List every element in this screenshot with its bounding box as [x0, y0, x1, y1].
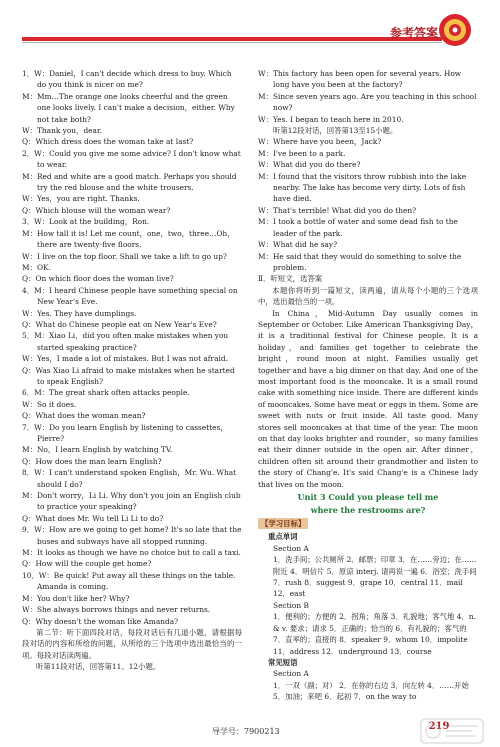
left-line: W：She always borrows things and never returns. [22, 605, 211, 615]
left-line: W：I live on the top floor. Shall we take a lift to go up? [22, 251, 227, 261]
learning-goal-box: 【学习目标】 [258, 518, 308, 529]
left-column [22, 68, 242, 673]
left-line: Q：How will the couple get home? [22, 559, 152, 569]
left-line: 9．W：How are we going to get home? It's so late that the buses and subways have all stopped running. [22, 525, 242, 546]
left-line: M：Red and white are a good match. Perhaps you should try the red blouse and the white trousers. [22, 171, 237, 193]
section-b-label: Section B [273, 600, 309, 610]
right-line: M：I've been to a park. [258, 148, 346, 158]
left-line: M：Mm…The orange one looks cheerful and the green one looks lively. I can't make a decision，either. Why not take both? [22, 91, 235, 124]
right-line: 听第12段对话，回答第13至15小题。 [273, 126, 398, 136]
left-line: 4．M：I heard Chinese people have something special on New Year's Eve. [22, 285, 238, 307]
left-line: 听第11段对话，回答第11、12小题。 [36, 662, 161, 672]
header-red-rule [22, 37, 442, 41]
right-column-dialogues [258, 68, 478, 490]
left-line: Q：What does Mr. Wu tell Li Li to do? [22, 513, 164, 523]
left-line: 3．W：Look at the building，Ron. [22, 217, 150, 227]
right-line: W：This factory has been open for several years. How long have you been at the factory? [258, 69, 462, 90]
left-line: W：Yes，you are right. Thanks. [22, 194, 140, 204]
right-column [258, 68, 478, 703]
right-line: W：What did you do there? [258, 160, 361, 170]
left-line: M：OK. [22, 262, 51, 272]
left-line: Q：How does the man learn English? [22, 456, 162, 466]
unit-title-line2: where the restrooms are? [310, 505, 426, 516]
right-line: W：Where have you been，Jack? [258, 137, 382, 147]
left-line: W：Yes. They have dumplings. [22, 308, 137, 318]
left-line: M：It looks as though we have no choice but to call a taxi. [22, 548, 241, 558]
right-line: M：I took a bottle of water and some dead fish to the leader of the park. [258, 217, 458, 238]
left-line: 7．W：Do you learn English by listening to cassettes，Pierre? [22, 422, 228, 443]
left-line: Q：On which floor does the woman live? [22, 274, 174, 284]
left-line: Q：Which blouse will the woman wear? [22, 205, 171, 215]
left-line: M：Don't worry，Li Li. Why don't you join an English club to practice your speaking? [22, 491, 241, 512]
vocab-b-list: 1．便利的；方便的 2．拐角；角落 3．礼貌地；客气地 4．n. & v. 要求；请求 5．正确的；恰当的 6．有礼貌的；客气的 7．直率的；直接的 8．speaker 9．whom 10．impolite 11．address 12．underground 13．course [273, 612, 476, 656]
left-line: Q：Was Xiao Li afraid to make mistakes when he started to speak English? [22, 365, 235, 386]
right-line: M：He said that they would do something to solve the problem. [258, 251, 462, 272]
left-line: 第二节：听下面四段对话，每段对话后有几道小题，请根据每段对话的内容和所给的问题，从所给的三个选项中选出最恰当的一项。每段对话读两遍。 [22, 627, 242, 660]
left-line: 6．M：The great shark often attacks people. [22, 388, 190, 398]
right-line: M：Since seven years ago. Are you teaching in this school now? [258, 91, 477, 113]
left-line: Q：What do Chinese people eat on New Year's Eve? [22, 319, 217, 329]
unit-title-line1: Unit 3 Could you please tell me [297, 492, 439, 503]
header-rule [22, 37, 442, 45]
watermark-logo-icon [420, 718, 484, 744]
left-line: Q：Which dress does the woman take at last? [22, 137, 194, 147]
left-line: W：So it does. [22, 399, 77, 409]
vocab-heading: 重点单词 [268, 532, 298, 542]
right-line: 本题你将听到一篇短文，读两遍，请从每个小题的三个选项中，选出最恰当的一项。 [258, 285, 478, 307]
header-label: 参考答案 [390, 26, 439, 40]
right-line: Ⅱ．听短文，选答案 [258, 274, 323, 284]
left-line: M：You don't like her? Why? [22, 593, 130, 603]
left-line: 10．W：Be quick! Put away all these things on the table. Amanda is coming. [22, 570, 236, 592]
right-line: W：That's terrible! What did you do then? [258, 205, 417, 215]
left-line: W：Thank you，dear. [22, 126, 103, 136]
left-line: 1．W：Daniel，I can't decide which dress to buy. Which do you think is nicer on me? [22, 69, 232, 90]
vocab-a-list: 1．洗手间；公共厕所 2．邮票；印章 3．在……旁边；在……附近 4．明信片 5．原谅 interj. 请再说一遍 6．浴室；洗手间 7．rush 8．suggest 9．grape 10．central 11．mail 12．east [273, 555, 477, 599]
left-line: M：How tall it is! Let me count，one，two，three…Oh，there are twenty-five floors. [22, 228, 235, 250]
left-line: 2．W：Could you give me some advice? I don't know what to wear. [22, 148, 241, 170]
phrase-list: 1．一双（副；对） 2．在你的右边 3．向左转 4．……开始 5．加油；来吧 6．起初 7．on the way to [273, 680, 469, 702]
footer-code: 导学号：7900213 [212, 727, 280, 736]
right-line: In China，Mid-Autumn Day usually comes in September or October. Like American Thanksgiving Day，it is a traditional festival for Chinese people. It is a holiday，and families get together to celebrate the bright，round moon at night. Families usually get together and have a big dinner on that day. And one of the most important food is the mooncake. It is a small round cake with something nice inside. There are different kinds of mooncakes. Some have meat or eggs in them. Some are sweet with nuts or fruit inside. All taste good. Many stores sell mooncakes at that time of the year. The moon on that day looks brighter and rounder，so many families eat their dinner outside in the open air. After dinner，children often sit around their grandmother and listen to the story of Chang'e. It's said Chang'e is a Chinese lady that lives on the moon. [258, 308, 478, 489]
left-line: 8．W：I can't understand spoken English，Mr. Wu. What should I do? [22, 468, 237, 489]
right-line: W：Yes. I began to teach here in 2010. [258, 114, 404, 124]
left-line: Q：Why doesn't the woman like Amanda? [22, 616, 179, 626]
flower-badge-icon [437, 12, 473, 48]
header-grey-rule [22, 42, 442, 43]
right-line: M：I found that the visitors throw rubbish into the lake nearby. The lake has become very dirty. Lots of fish have died. [258, 171, 467, 204]
left-line: M：No，I learn English by watching TV. [22, 445, 173, 455]
left-line: W：Yes，I made a lot of mistakes. But I was not afraid. [22, 354, 228, 364]
section-a2-label: Section A [273, 669, 309, 679]
page-number: 219 [428, 721, 450, 732]
section-a-label: Section A [273, 543, 309, 553]
left-line: Q：What does the woman mean? [22, 411, 146, 421]
phrase-heading: 常见短语 [268, 657, 298, 667]
right-line: W：What did he say? [258, 240, 338, 250]
left-line: 5．M：Xiao Li，did you often make mistakes when you started speaking practice? [22, 331, 229, 352]
